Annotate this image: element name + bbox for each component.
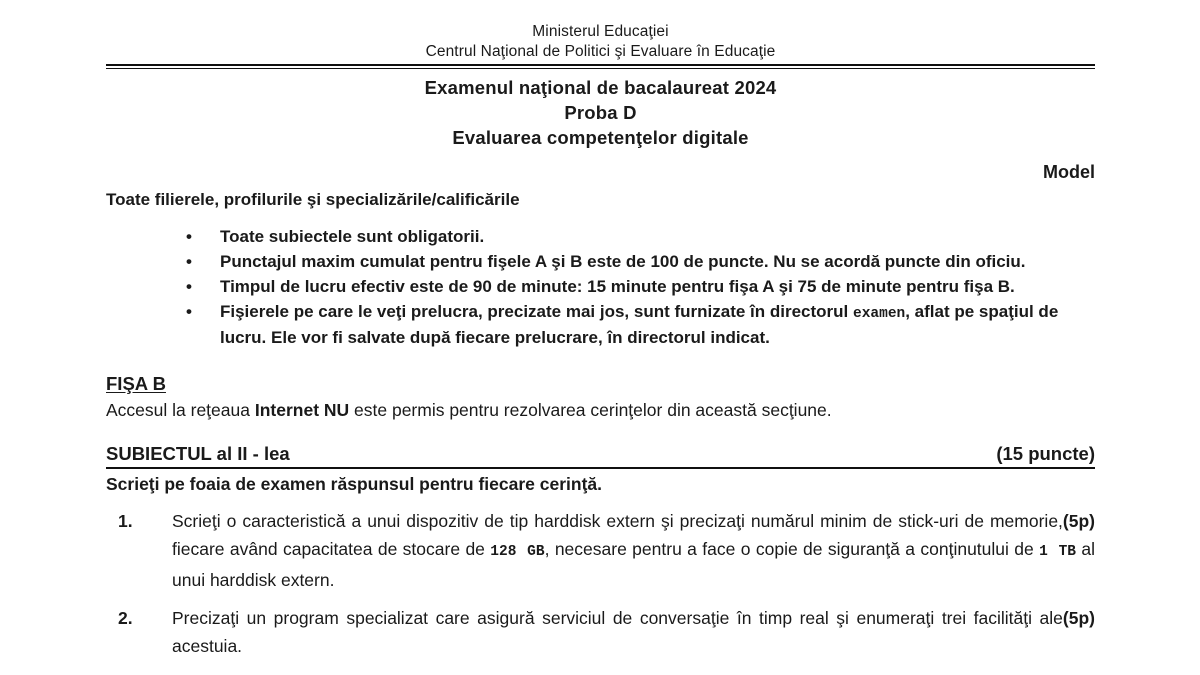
question-item <box>106 507 1095 594</box>
organization-header <box>106 0 1095 62</box>
question-text-2: , necesare pentru a face o copie de siguranţă a conţinutului de <box>544 539 1040 559</box>
question-text-3: al unui harddisk extern. <box>172 539 1096 590</box>
filiere-line: Toate filierele, profilurile şi specializările/calificările <box>106 190 520 209</box>
exam-proba: Proba D <box>564 102 637 123</box>
instruction-text: Timpul de lucru efectiv este de 90 de minute: 15 minute pentru fişa A şi 75 de minute pentru fişa B. <box>220 277 1015 296</box>
directory-name-code: examen <box>853 306 906 322</box>
fisa-heading-label: FIŞA B <box>106 373 166 394</box>
instruction-text-after: , aflat pe spaţiul de lucru. Ele vor fi salvate după fiecare prelucrare, în directorul indicat. <box>220 302 1059 347</box>
instruction-text-before: Fişierele pe care le veţi prelucra, precizate mai jos, sunt furnizate în directorul <box>220 302 854 321</box>
capacity-unit-code: GB <box>527 544 545 560</box>
fisa-note-before: Accesul la reţeaua <box>106 400 255 420</box>
bullet-icon: • <box>186 302 192 321</box>
instructions-list <box>106 225 1095 350</box>
list-item <box>106 300 1095 350</box>
subject-header <box>106 442 1095 469</box>
question-number: 1. <box>118 511 133 531</box>
question-text-1: Scrieţi o caracteristică a unui dispozitiv de tip harddisk extern şi precizaţi numărul minim de stick-uri de memorie, fiecare având capacitatea de stocare de <box>172 511 1063 559</box>
question-points: (5p) <box>1062 608 1095 628</box>
exam-title: Examenul naţional de bacalaureat 2024 <box>424 77 777 98</box>
model-label: Model <box>1043 162 1095 182</box>
subject-title: SUBIECTUL al II - lea <box>106 443 290 464</box>
fisa-note-emphasis: Internet NU <box>254 400 350 420</box>
page-content <box>106 0 1095 670</box>
header-divider <box>106 64 1095 69</box>
exam-subtitle: Evaluarea competenţelor digitale <box>452 127 749 148</box>
question-points: (5p) <box>1062 511 1095 531</box>
subject-instruction: Scrieţi pe foaia de examen răspunsul pentru fiecare cerinţă. <box>106 474 603 494</box>
backup-value-code: 1 <box>1039 544 1048 560</box>
backup-unit-code: TB <box>1058 544 1077 560</box>
bullet-icon: • <box>186 227 192 246</box>
subject-points: (15 puncte) <box>996 443 1095 464</box>
fisa-heading <box>106 372 1095 396</box>
exam-title-block <box>106 75 1095 150</box>
instruction-text: Toate subiectele sunt obligatorii. <box>220 227 485 246</box>
center-line: Centrul Naţional de Politici şi Evaluare în Educaţie <box>425 43 776 60</box>
ministry-line: Ministerul Educaţiei <box>532 23 669 40</box>
list-item <box>106 225 1095 249</box>
list-item <box>106 250 1095 274</box>
bullet-icon: • <box>186 252 192 271</box>
capacity-value-code: 128 <box>490 544 517 560</box>
question-number: 2. <box>118 608 133 628</box>
fisa-note-after: este permis pentru rezolvarea cerinţelor din această secţiune. <box>349 400 832 420</box>
question-text-1: Precizaţi un program specializat care asigură serviciul de conversaţie în timp real şi enumeraţi trei facilităţi ale acestuia. <box>172 608 1063 656</box>
question-item <box>106 604 1095 660</box>
fisa-note <box>106 398 1095 423</box>
list-item <box>106 275 1095 299</box>
instruction-text: Punctajul maxim cumulat pentru fişele A şi B este de 100 de puncte. Nu se acordă puncte din oficiu. <box>220 252 1026 271</box>
bullet-icon: • <box>186 277 192 296</box>
questions-list <box>106 507 1095 660</box>
